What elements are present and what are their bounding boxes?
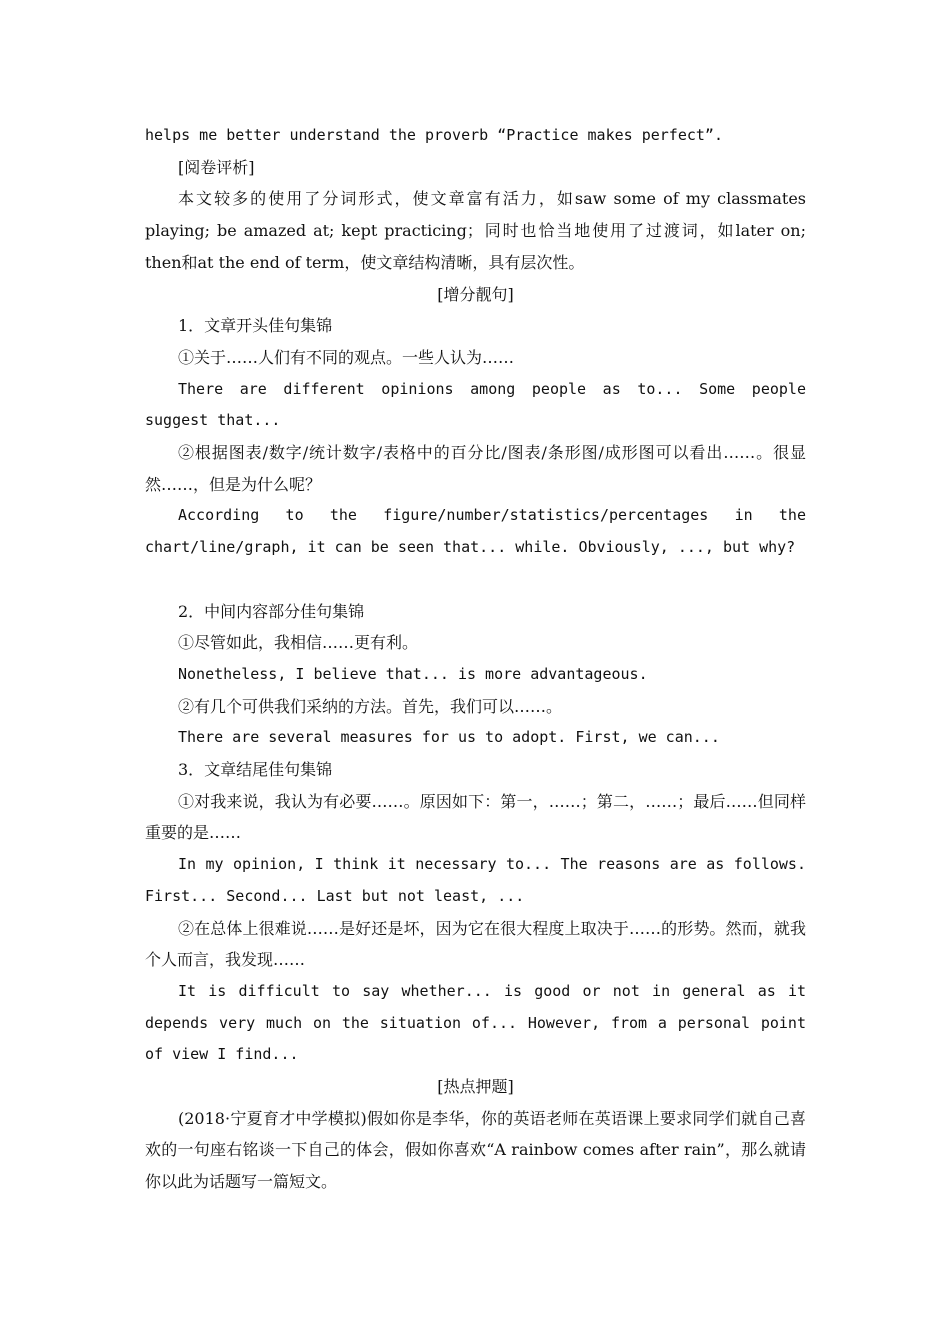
section3-item2-cn: ②在总体上很难说……是好还是坏，因为它在很大程度上取决于……的形势。然而，就我个人而言，我发现…… bbox=[145, 918, 806, 970]
section2-item1-cn: ①尽管如此，我相信……更有利。 bbox=[178, 633, 419, 653]
review-text: 本文较多的使用了分词形式，使文章富有活力，如saw some of my classmates playing; be amazed at; kept practicing；同时也恰当地使用了过渡词，如later on; then和at the end of term，使文章结构清晰，具有层次性。 bbox=[145, 189, 812, 272]
section3-item1-en: In my opinion, I think it necessary to... The reasons are as follows. First... Second... Last but not least, ... bbox=[145, 855, 816, 905]
section3-title: 3．文章结尾佳句集锦 bbox=[178, 760, 333, 780]
section1-title: 1．文章开头佳句集锦 bbox=[178, 316, 333, 336]
section1-item2-cn: ②根据图表/数字/统计数字/表格中的百分比/图表/条形图/成形图可以看出……。很显然……，但是为什么呢？ bbox=[145, 443, 806, 494]
hot-text: (2018·宁夏育才中学模拟)假如你是李华，你的英语老师在英语课上要求同学们就自己喜欢的一句座右铭谈一下自己的体会，假如你喜欢“A rainbow comes after rain”，那么就请你以此为话题写一篇短文。 bbox=[145, 1108, 806, 1192]
intro-line: helps me better understand the proverb “Practice makes perfect”. bbox=[145, 126, 723, 144]
blank-line bbox=[145, 564, 806, 596]
document-page bbox=[145, 120, 816, 1198]
section1-item1-cn: ①关于……人们有不同的观点。一些人认为…… bbox=[178, 347, 515, 367]
section2-item1-en: Nonetheless, I believe that... is more advantageous. bbox=[178, 664, 648, 683]
section2-item2-cn: ②有几个可供我们采纳的方法。首先，我们可以……。 bbox=[178, 696, 563, 716]
section3-item1-cn: ①对我来说，我认为有必要……。原因如下：第一，……；第二，……；最后……但同样重要的是…… bbox=[145, 791, 806, 843]
bonus-heading: [增分靓句] bbox=[437, 284, 514, 304]
review-heading: [阅卷评析] bbox=[178, 157, 255, 177]
section3-item2-en: It is difficult to say whether... is good or not in general as it depends very much on the situation of... However, from a personal point of view I find... bbox=[145, 981, 816, 1064]
section1-item1-en: There are different opinions among people as to... Some people suggest that... bbox=[145, 379, 816, 430]
section1-item2-en-line1: According to the figure/number/statistics/percentages in the bbox=[178, 506, 806, 525]
hot-heading: [热点押题] bbox=[437, 1077, 514, 1097]
section2-title: 2．中间内容部分佳句集锦 bbox=[178, 601, 365, 621]
section2-item2-en: There are several measures for us to adopt. First, we can... bbox=[178, 728, 720, 747]
section1-item2-en-line2: chart/line/graph, it can be seen that... while. Obviously, ..., but why? bbox=[145, 538, 796, 557]
